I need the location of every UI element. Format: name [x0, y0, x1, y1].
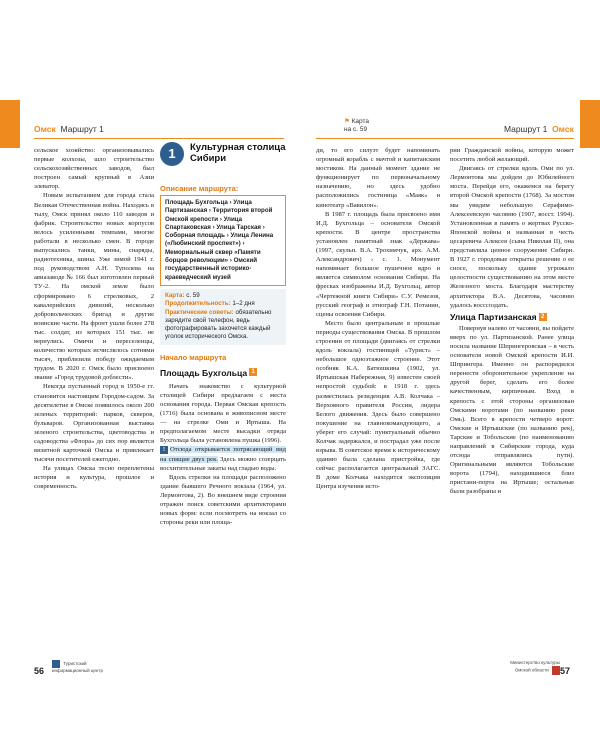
left-running-header — [34, 124, 104, 134]
tourist-center-icon — [52, 660, 60, 668]
route-number-badge: 1 — [160, 142, 184, 166]
place-heading — [160, 363, 286, 381]
street-title: Улица Партизанская — [450, 311, 537, 322]
right-running-header — [504, 124, 574, 134]
paragraph: Вдоль стрелки на площади расположено здание бывшего Речного вокзала (1964, ул. Лермонтова, 2). Во внешнем виде строения отражен поиск советскими архитекторами новых форм: если посмотреть на вокзал со стороны реки или площа- — [160, 473, 286, 527]
route-info-box — [160, 289, 286, 345]
paragraph: Начать знакомство с культурной столицей Сибири предлагаем с места основания города. Первая Омская крепость (1716) была основана в живописном месте — на стрелке Оми и Иртыша. На предполагаемом месте высадки отряда Бухгольца была установлена пушка (1996). — [160, 382, 286, 445]
paragraph: Место было центральным в прошлые периоды существования Омска. В прошлом строении от площади (двигаясь от стрелки вдоль вокзала) гостиницей «Турист» – небольшое одноэтажное строение. Этот особняк К.А. Батюшкина (1902, ул. Иртышская Набережная, 9) известен своей непростой судьбой: в 1918 г. здесь разместилась резиденция А.В. Колчака – Верховного правителя России, лидера Белого движения. Здесь было совершено покушение на главнокомандующего, а уберег его случай: пунктуальный обычно Колчак задержался, и пострадал уже после взрыва. В советское время к историческому зданию была сделана пристройка, где сейчас располагается центральный ЗАГС. В доме Колчака находится экспозиция Центра изучения исто- — [316, 319, 440, 491]
column-3 — [316, 146, 440, 492]
attention-icon: ! — [160, 446, 168, 454]
right-footer-org: Министерство культуры Омской области — [510, 660, 560, 673]
map-reference-note — [344, 118, 369, 134]
route-sidebar — [160, 142, 286, 527]
street-heading — [450, 313, 574, 322]
column-1 — [34, 146, 154, 492]
map-note-line1: Карта — [351, 118, 370, 125]
route-list-box — [160, 195, 286, 286]
place-number-badge: 1 — [249, 368, 257, 376]
highlight-tail: Здесь можно созерцать восхитительные закаты над гладью воды. — [160, 455, 286, 472]
highlight-paragraph — [160, 445, 286, 472]
header-route: Маршрут 1 — [60, 124, 104, 134]
column-4 — [450, 146, 574, 497]
tips-label: Практические советы: — [165, 308, 234, 316]
paragraph: Повернув налево от часовни, вы пойдете вверх по ул. Партизанской. Ранее улица носила название Шпрингеровская – в честь основателя новой Омской крепости И.И. Шпрингера. Именно он распорядился перенести оборонительное укрепление на другой берег, сделать его более качественным, кирпичным. Вход в крепость с этой стороны организован Омскими воротами (по названию реки Омь). Всего в крепости четверо ворот: Омские и Иртышские (по названию рек), Тарские и Тобольские (по наименованию направлений в Сибирские города, куда отсюда отправлялись пути). Оригинальными являются Тобольские ворота (1794), находившиеся близ пристани-порта на Иртыше; остальные были разобраны и — [450, 324, 574, 496]
header-city: Омск — [34, 124, 56, 134]
right-page-number: 57 — [560, 666, 571, 676]
paragraph: На улицах Омска тесно переплетены история и культура, прошлое и современность. — [34, 465, 154, 491]
tips-value: обязательно зарядите свой телефон, ведь фотографировать захочется каждый уголок исторического Омска. — [165, 308, 272, 341]
right-orange-tab — [580, 100, 600, 148]
paragraph: ди, то его силуэт будет напоминать огромный корабль с мачтой и капитанским мостиком. На данный момент здание не функционирует по первоначальному назначению, но здесь удобно расположились гостиница «Маяк» и кинотеатр «Вавилон». — [316, 147, 440, 209]
right-footer-logo — [500, 660, 560, 675]
map-value: с. 59 — [186, 291, 200, 299]
paragraph: Новым испытанием для города стала Великая Отечественная война. Находясь в тылу, Омск принял около 110 заводов и фабрик. Строительство новых корпусов велось усиленными темпами, многие работали в несколько смен. В городе выпускались танки, мины, снаряды, радиотехника, шины. Уже зимой 1941 г. под руководством А.Н. Туполева на авиазаводе № 166 был изготовлен первый ТУ-2. На омской земле было сформировано 6 стрелковых, 2 кавалерийских дивизий, несколько добровольческих бригад и другие воинские части. На фронт ушли более 278 тыс. солдат, из которых 151 тыс. не вернулись. Омичи и переселенцы, количество которых исчислялось сотнями тысяч, приблизили победу ожидаемым трудом. В 2020 г. Омск было присвоено звание «Город трудовой доблести». — [34, 192, 154, 382]
description-heading: Описание маршрута: — [160, 184, 239, 193]
ministry-emblem-icon — [552, 666, 560, 675]
map-label: Карта: — [165, 291, 185, 299]
street-number-badge: 2 — [539, 313, 547, 321]
paragraph: В 1987 г. площадь была присвоено имя И.Д. Бухгольца – основателя Омской крепости. В центре пространства установлен памятный знак «Держава» (1997, скульп. В.А. Трохимчук, арх. А.М. Александрович) › с. 1. Монумент напоминает большое пушечное ядро и является символом основания Сибири. На фресках изображены И.Д. Бухгольц, автор «Чертежной книги Сибири» С.У. Ремезов, русский географ и этнограф Г.Н. Потанин, сцены освоения Сибири. — [316, 210, 440, 318]
place-text — [160, 382, 286, 528]
left-page-number: 56 — [34, 666, 45, 676]
map-pin-icon: ⚑ — [344, 118, 350, 125]
header-city: Омск — [552, 124, 574, 134]
header-route: Маршрут 1 — [504, 124, 548, 134]
paragraph: Двигаясь от стрелки вдоль Оми по ул. Лермонтова мы дойдем до Юбилейного моста. Перейдя его, окажемся на берегу второй Омской крепости (1768). За мостом мы увидим небольшую Серафимо-Алексеевскую часовню (1907, восст. 1994). Установленная в память о жертвах Русско-Японской войны и названная в честь цесаревича Алексея (сына Николая II), она представляла ценное сооружение Сибири. В 1927 г. городовые открыты решение о ее сносе, поскольку здание угрожало целостности существованию на этом месте Железного моста. Благодаря мастерству архитектора В.А. Десятова, часовню удалось восссоздать. — [450, 165, 574, 309]
start-heading: Начало маршрута — [160, 352, 227, 362]
highlight-text: Отсюда открывается потрясающий вид на спящие двух рек. — [160, 446, 286, 463]
left-footer-org: Туристский информационный центр — [52, 661, 103, 673]
left-footer-logo — [52, 660, 112, 674]
left-orange-tab — [0, 100, 20, 148]
paragraph: сельское хозяйство: организовывались первые колхозы, шло строительство сельскохозяйственных заводов, был построен самый крупный в Азии элеватор. — [34, 147, 154, 191]
route-list: Площадь Бухгольца › Улица Партизанская › Территория второй Омской крепости › Улица Спартаковская › Улица Тарская › Соборная площадь › Улица Ленина («Любинский проспект») › Мемориальный сквер «Памяти борцов революции» › Омский государственный историко-краеведческий музей — [165, 199, 274, 281]
place-title: Площадь Бухгольца — [160, 367, 248, 378]
map-note-line2: на с. 59 — [344, 126, 368, 133]
paragraph: рии Гражданской войны, которую может посетить любой желающий. — [450, 147, 574, 164]
right-header-rule — [316, 138, 574, 139]
duration-value: 1–2 дня — [232, 300, 255, 308]
paragraph: Некогда пустынный город в 1950-е гг. становится настоящим Городом-садом. За десятилетие в Омске появилось около 200 зеленых территорий: парков, скверов, бульваров. Организованная выставка зеленого строительства, цветоводства и садоводства «Флора» до сих пор является визитной карточкой Омска и привлекает тысячи посетителей ежегодно. — [34, 383, 154, 464]
left-header-rule — [34, 138, 284, 139]
duration-label: Продолжительность: — [165, 300, 231, 308]
route-title: Культурная столица Сибири — [190, 142, 286, 164]
